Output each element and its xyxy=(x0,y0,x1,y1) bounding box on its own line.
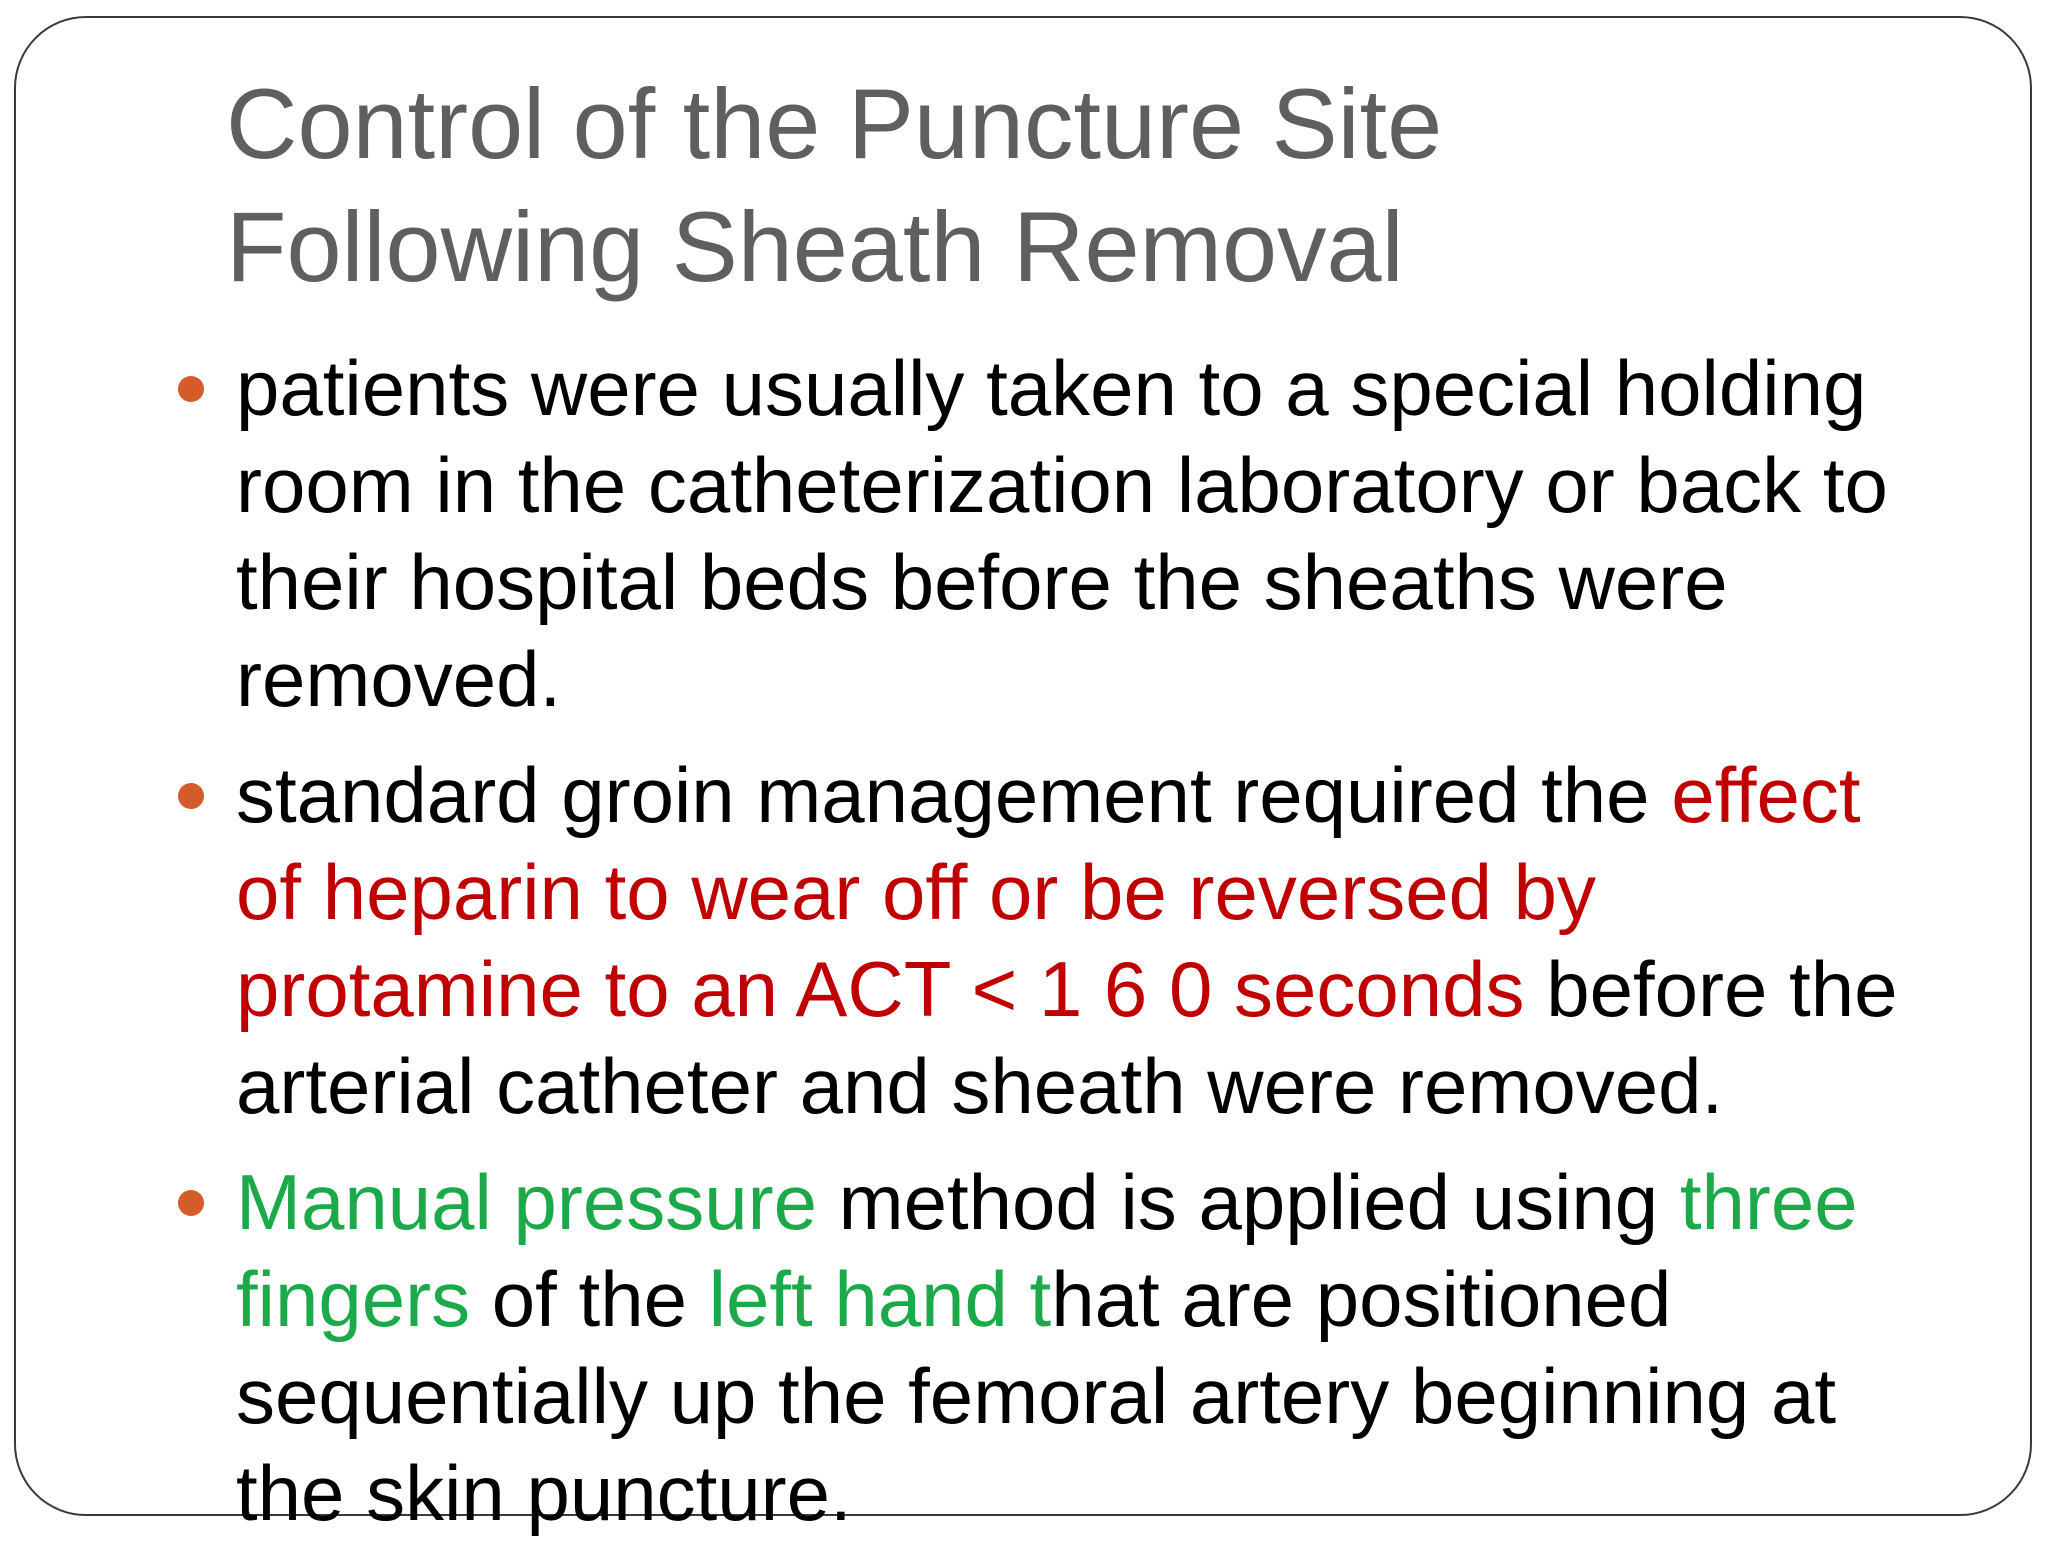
slide-title-line-1: Control of the Puncture Site xyxy=(226,68,1443,179)
highlight-manual-pressure: Manual pressure xyxy=(236,1158,817,1246)
bullet-text: of the xyxy=(470,1255,709,1343)
bullet-dot-icon xyxy=(178,783,204,809)
slide-title-line-2: Following Sheath Removal xyxy=(226,191,1404,302)
slide-title xyxy=(226,62,1926,308)
bullet-item-groin-management xyxy=(178,747,1938,1135)
bullet-dot-icon xyxy=(178,376,204,402)
highlight-three-fingers: three fingers xyxy=(236,1158,1858,1343)
bullet-text: method is applied using xyxy=(816,1158,1680,1246)
bullet-item-manual-pressure xyxy=(178,1154,1938,1542)
bullet-text: hat are positioned sequentially up the femoral artery beginning at the skin puncture. xyxy=(236,1255,1836,1537)
bullet-text: standard groin management required the xyxy=(236,751,1672,839)
highlight-heparin-act: effect of heparin to wear off or be reversed by protamine to an ACT < 1 6 0 seconds xyxy=(236,751,1861,1033)
bullet-dot-icon xyxy=(178,1190,204,1216)
bullet-list xyxy=(178,340,1938,1561)
highlight-left-hand: left hand t xyxy=(708,1255,1052,1343)
bullet-item-sheath-removal-location xyxy=(178,340,1938,728)
bullet-text: before the arterial catheter and sheath were removed. xyxy=(236,945,1898,1130)
bullet-text: patients were usually taken to a special holding room in the catheterization laboratory or back to their hospital beds before the sheaths were removed. xyxy=(236,344,1888,723)
